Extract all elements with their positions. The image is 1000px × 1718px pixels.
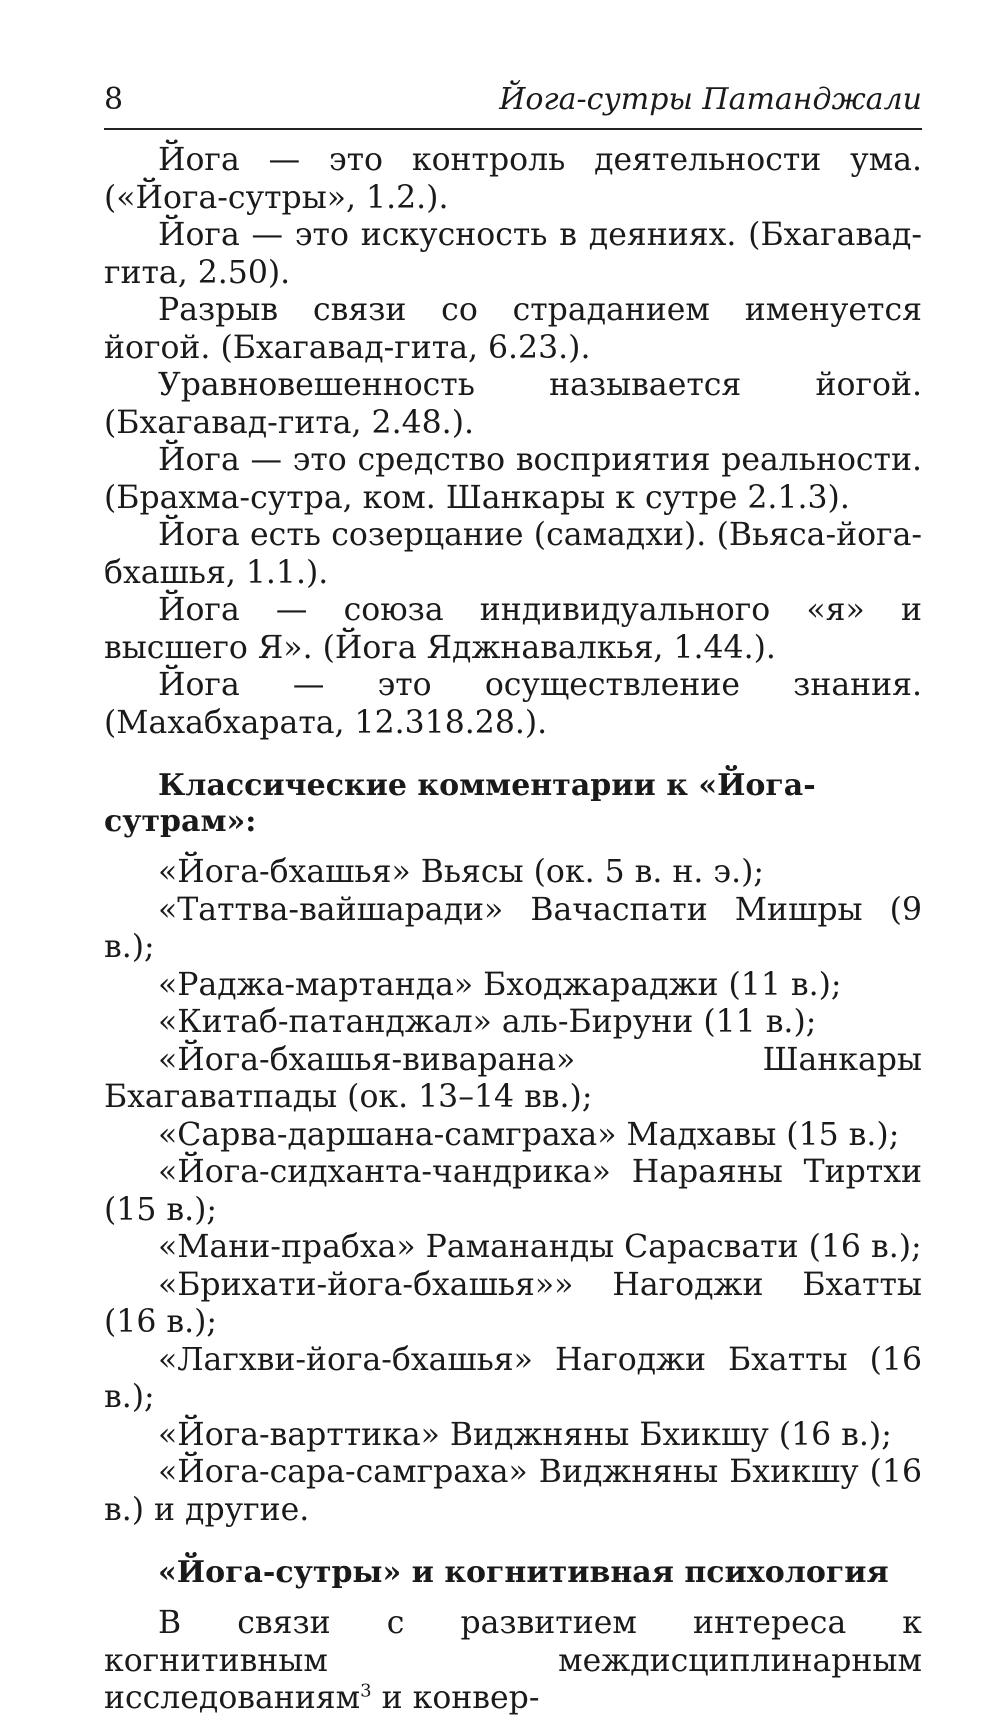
page-body xyxy=(104,142,922,1718)
commentary-item: «Брихати-йога-бхашья»» Нагоджи Бхатты (16 в.); xyxy=(104,1266,922,1340)
commentary-item: «Китаб-патанджал» аль-Бируни (11 в.); xyxy=(158,1004,817,1040)
page-number: 8 xyxy=(104,82,124,117)
section-paragraph xyxy=(104,1605,922,1718)
definition-paragraph: Йога — это осуществление знания. (Махабхарата, 12.318.28.). xyxy=(104,667,922,741)
definition-paragraph: Уравновешенность называется йогой. (Бхагавад-гита, 2.48.). xyxy=(104,367,922,441)
commentary-item: «Йога-бхашья-виварана» Шанкары Бхагаватпады (ок. 13–14 вв.); xyxy=(104,1041,922,1115)
commentary-item: «Йога-сидханта-чандрика» Нараяны Тиртхи (15 в.); xyxy=(104,1154,922,1228)
page-header xyxy=(104,82,922,130)
definition-paragraph: Йога — это контроль деятельности ума. («Йога-сутры», 1.2.). xyxy=(104,142,922,216)
commentary-item: «Мани-прабха» Рамананды Сарасвати (16 в.); xyxy=(158,1229,922,1265)
commentary-item: «Таттва-вайшаради» Вачаспати Мишры (9 в.); xyxy=(104,891,922,965)
commentary-item: «Сарва-даршана-самграха» Мадхавы (15 в.); xyxy=(158,1116,900,1153)
commentary-item: «Йога-варттика» Виджняны Бхикшу (16 в.); xyxy=(158,1416,892,1453)
commentaries-heading: Классические комментарии к «Йога-сутрам»: xyxy=(104,768,816,839)
running-title: Йога-сутры Патанджали xyxy=(499,82,922,117)
definition-paragraph: Разрыв связи со страданием именуется йогой. (Бхагавад-гита, 6.23.). xyxy=(104,292,922,366)
section-heading: «Йога-сутры» и когнитивная психология xyxy=(158,1555,889,1590)
commentary-item: «Лагхви-йога-бхашья» Нагоджи Бхатты (16 в.); xyxy=(104,1341,922,1415)
footnote-reference: 3 xyxy=(360,1680,372,1702)
paragraph-text-continued: и конвер- xyxy=(371,1680,540,1716)
definition-paragraph: Йога есть созерцание (самадхи). (Вьяса-йога-бхашья, 1.1.). xyxy=(104,517,922,591)
commentary-item: «Раджа-мартанда» Бходжараджи (11 в.); xyxy=(158,966,842,1003)
paragraph-text: В связи с развитием интереса к когнитивным междисциплинарным исследованиям xyxy=(104,1605,922,1716)
definition-paragraph: Йога — это средство восприятия реальности. (Брахма-сутра, ком. Шанкары к сутре 2.1.3). xyxy=(104,442,922,516)
commentary-item: «Йога-сара-самграха» Виджняны Бхикшу (16 в.) и другие. xyxy=(104,1454,922,1528)
definition-paragraph: Йога — союза индивидуального «я» и высшего Я». (Йога Яджнавалкья, 1.44.). xyxy=(104,592,922,666)
definition-paragraph: Йога — это искусность в деяниях. (Бхагавад-гита, 2.50). xyxy=(104,217,922,291)
commentary-item: «Йога-бхашья» Вьясы (ок. 5 в. н. э.); xyxy=(158,854,764,890)
